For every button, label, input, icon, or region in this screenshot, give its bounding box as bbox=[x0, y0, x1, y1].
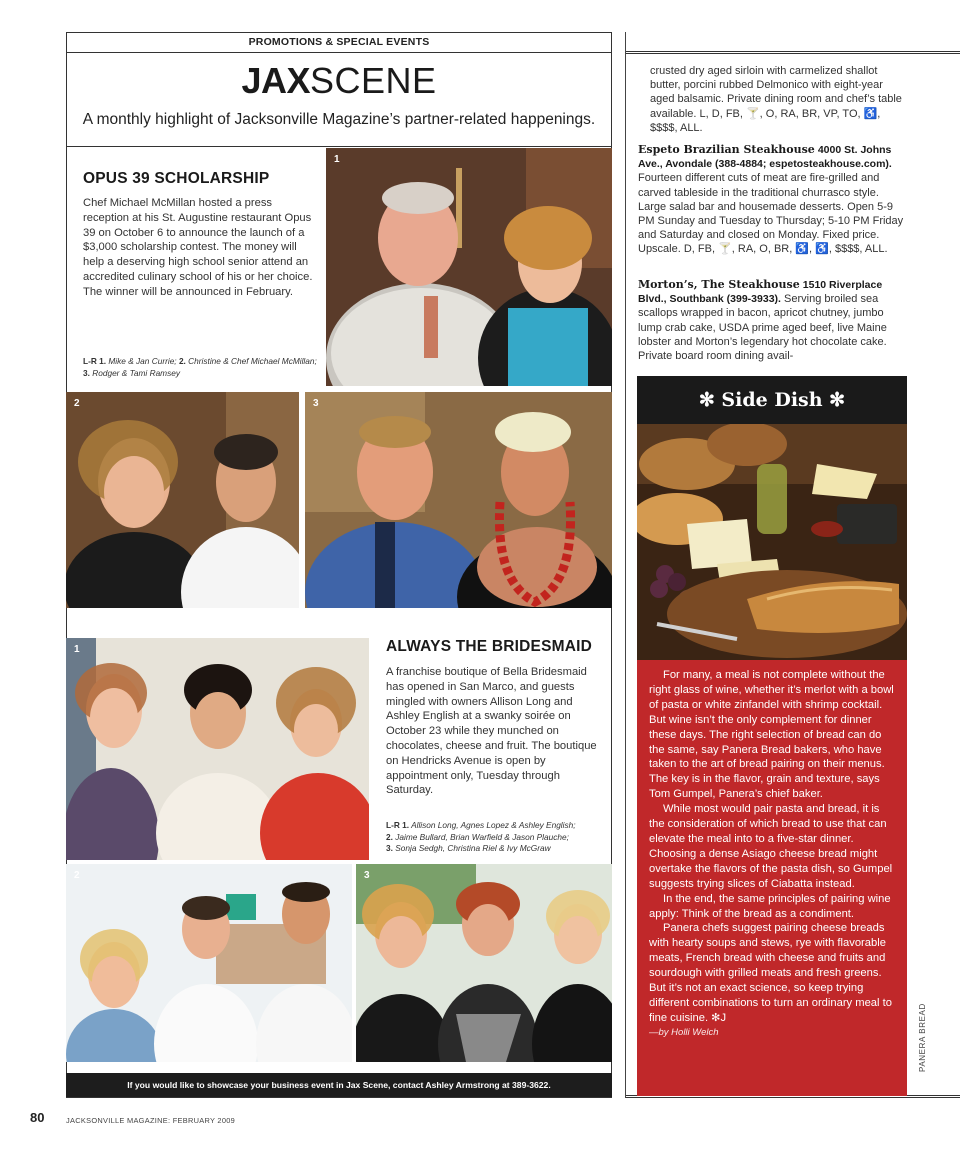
masthead-bold: JAX bbox=[241, 60, 310, 101]
restaurant-address: 1510 Riverplace Blvd., Southbank (399-3933). bbox=[638, 279, 883, 306]
caption-text: Christine & Chef Michael McMillan; bbox=[188, 356, 317, 366]
photo-number: 2 bbox=[74, 870, 80, 881]
section-label: PROMOTIONS & SPECIAL EVENTS bbox=[66, 32, 612, 53]
photo-number: 2 bbox=[74, 398, 80, 409]
story2-caption bbox=[386, 820, 606, 855]
page-number: 80 bbox=[30, 1110, 45, 1125]
caption-prefix: L-R bbox=[83, 356, 97, 366]
bread-cheese-photo-art bbox=[637, 424, 907, 660]
restaurant-description: Serving broiled sea scallops wrapped in bacon, apricot chutney, jumbo lump crab cake, USDA prime aged beef, live Maine lobster and Morton’s legendary hot chocolate cake. Private board room dining avail- bbox=[638, 293, 887, 363]
story1-title: OPUS 39 SCHOLARSHIP bbox=[83, 170, 270, 187]
caption-text: Mike & Jan Currie; bbox=[108, 356, 177, 366]
side-dish-byline: —by Holli Welch bbox=[649, 1026, 719, 1038]
caption-num: 3. bbox=[83, 367, 90, 378]
listing-continued-text: crusted dry aged sirloin with carmelized shallot butter, porcini rubbed Delmonico with eight-year aged balsamic. Private dining room and chef’s table available. L, D, FB, 🍸, O, RA, BR, VP, TO, ♿, $$$$, ALL. bbox=[650, 65, 902, 134]
side-dish-photo bbox=[637, 424, 907, 660]
caption-text: Rodger & Tami Ramsey bbox=[92, 367, 180, 378]
side-dish-article bbox=[649, 668, 897, 1041]
photo-opus39-2 bbox=[66, 392, 299, 608]
photo-number: 1 bbox=[74, 644, 80, 655]
contact-bar: If you would like to showcase your business event in Jax Scene, contact Ashley Armstrong at 389-3622. bbox=[66, 1073, 612, 1097]
caption-num: 2. bbox=[178, 356, 186, 366]
tagline: A monthly highlight of Jacksonville Magazine’s partner-related happenings. bbox=[82, 111, 596, 128]
side-dish-heading: ✻ Side Dish ✻ bbox=[637, 376, 907, 424]
story1-caption bbox=[83, 356, 323, 379]
photo-number: 1 bbox=[334, 154, 340, 165]
photo-bridesmaid-2 bbox=[66, 864, 352, 1062]
masthead-rule bbox=[66, 146, 612, 147]
photo-number: 3 bbox=[364, 870, 370, 881]
photo-bridesmaid-1 bbox=[66, 638, 369, 860]
restaurant-name: Espeto Brazilian Steakhouse bbox=[638, 143, 815, 156]
story2-body: A franchise boutique of Bella Bridesmaid has opened in San Marco, and guests mingled with owners Allison Long and Ashley English at a swanky soirée on October 23 while they munched on chocolates, cheese and fruit. The boutique on Hendricks Avenue is open by appointment only, Tuesday through Saturday. bbox=[386, 666, 597, 797]
photo-opus39-3-art bbox=[305, 392, 612, 608]
listing-espeto bbox=[638, 143, 906, 257]
listing-mortons bbox=[638, 278, 906, 363]
restaurant-address: 4000 St. Johns Ave., Avondale (388-4884; espetosteakhouse.com). bbox=[638, 144, 892, 171]
caption-num: 3. bbox=[386, 843, 393, 853]
caption-text: Allison Long, Agnes Lopez & Ashley English; bbox=[411, 820, 576, 830]
side-dish-paragraph: Panera chefs suggest pairing cheese breads with hearty soups and stews, rye with flavorable meats, French bread with cheese and fruits and sourdough with grilled meats and fresh greens. But it’s not an exact science, so keep trying different combinations to turn an ordinary meal to fine cuisine. ✻J bbox=[649, 922, 892, 1024]
photo-credit: PANERA BREAD bbox=[918, 1003, 927, 1072]
caption-num: 1. bbox=[402, 820, 410, 830]
photo-bridesmaid-3 bbox=[356, 864, 612, 1062]
footer-publication: JACKSONVILLE MAGAZINE: FEBRUARY 2009 bbox=[66, 1116, 236, 1125]
caption-text: Jaime Bullard, Brian Warfield & Jason Plauche; bbox=[395, 831, 569, 842]
photo-opus39-1-art bbox=[326, 148, 612, 386]
photo-number: 3 bbox=[313, 398, 319, 409]
story1-body: Chef Michael McMillan hosted a press reception at his St. Augustine restaurant Opus 39 on October 6 to announce the launch of a $3,000 scholarship contest. The money will help a deserving high school senior attend an accredited culinary school of his or her choice. The winner will be announced in February. bbox=[83, 197, 313, 298]
photo-bridesmaid-2-art bbox=[66, 864, 352, 1062]
side-dish-paragraph: In the end, the same principles of pairing wine apply: Think of the bread as a condiment. bbox=[649, 892, 891, 920]
caption-num: 2. bbox=[386, 831, 393, 842]
photo-bridesmaid-1-art bbox=[66, 638, 369, 860]
restaurant-name: Morton’s, The Steakhouse bbox=[638, 278, 800, 291]
side-dish-paragraph: While most would pair pasta and bread, it is the consideration of which bread to use that can elevate the meal into to a five-star dinner. Choosing a dense Asiago cheese bread might overtake the flavors of the pasta dish, so Gumpel suggests trying slices of Ciabatta instead. bbox=[649, 803, 893, 890]
listing-continued bbox=[638, 64, 906, 135]
photo-opus39-1 bbox=[326, 148, 612, 386]
restaurant-description: Fourteen different cuts of meat are fire-grilled and carved tableside in the traditional churrasco style. Large salad bar and housemade desserts. Open 5-9 PM Sunday and Tuesday to Thursday; 5-10 PM Friday and Saturday and closed on Monday. Fixed price. Upscale. D, FB, 🍸, RA, O, BR, ♿, ♿, $$$$, ALL. bbox=[638, 172, 904, 256]
masthead-light: SCENE bbox=[310, 60, 437, 101]
caption-text: Sonja Sedgh, Christina Riel & Ivy McGraw bbox=[395, 843, 551, 853]
side-dish-paragraph: For many, a meal is not complete without the right glass of wine, whether it’s merlot with a bowl of pasta or white zinfandel with shrimp cocktail. But wine isn’t the only complement for dinner these days. The right selection of bread can do the same, say Panera Bread bakers, who have taken to the art of bread pairing on their menus. The key is in the flavor, grain and texture, says Tom Gumpel, Panera’s chief baker. bbox=[649, 669, 894, 801]
photo-opus39-2-art bbox=[66, 392, 299, 608]
column-rule-top bbox=[626, 51, 960, 55]
caption-prefix: L-R bbox=[386, 820, 400, 830]
caption-num: 1. bbox=[99, 356, 107, 366]
photo-opus39-3 bbox=[305, 392, 612, 608]
photo-bridesmaid-3-art bbox=[356, 864, 612, 1062]
column-rule bbox=[625, 32, 626, 1098]
masthead bbox=[66, 60, 612, 102]
story2-title: ALWAYS THE BRIDESMAID bbox=[386, 638, 593, 655]
